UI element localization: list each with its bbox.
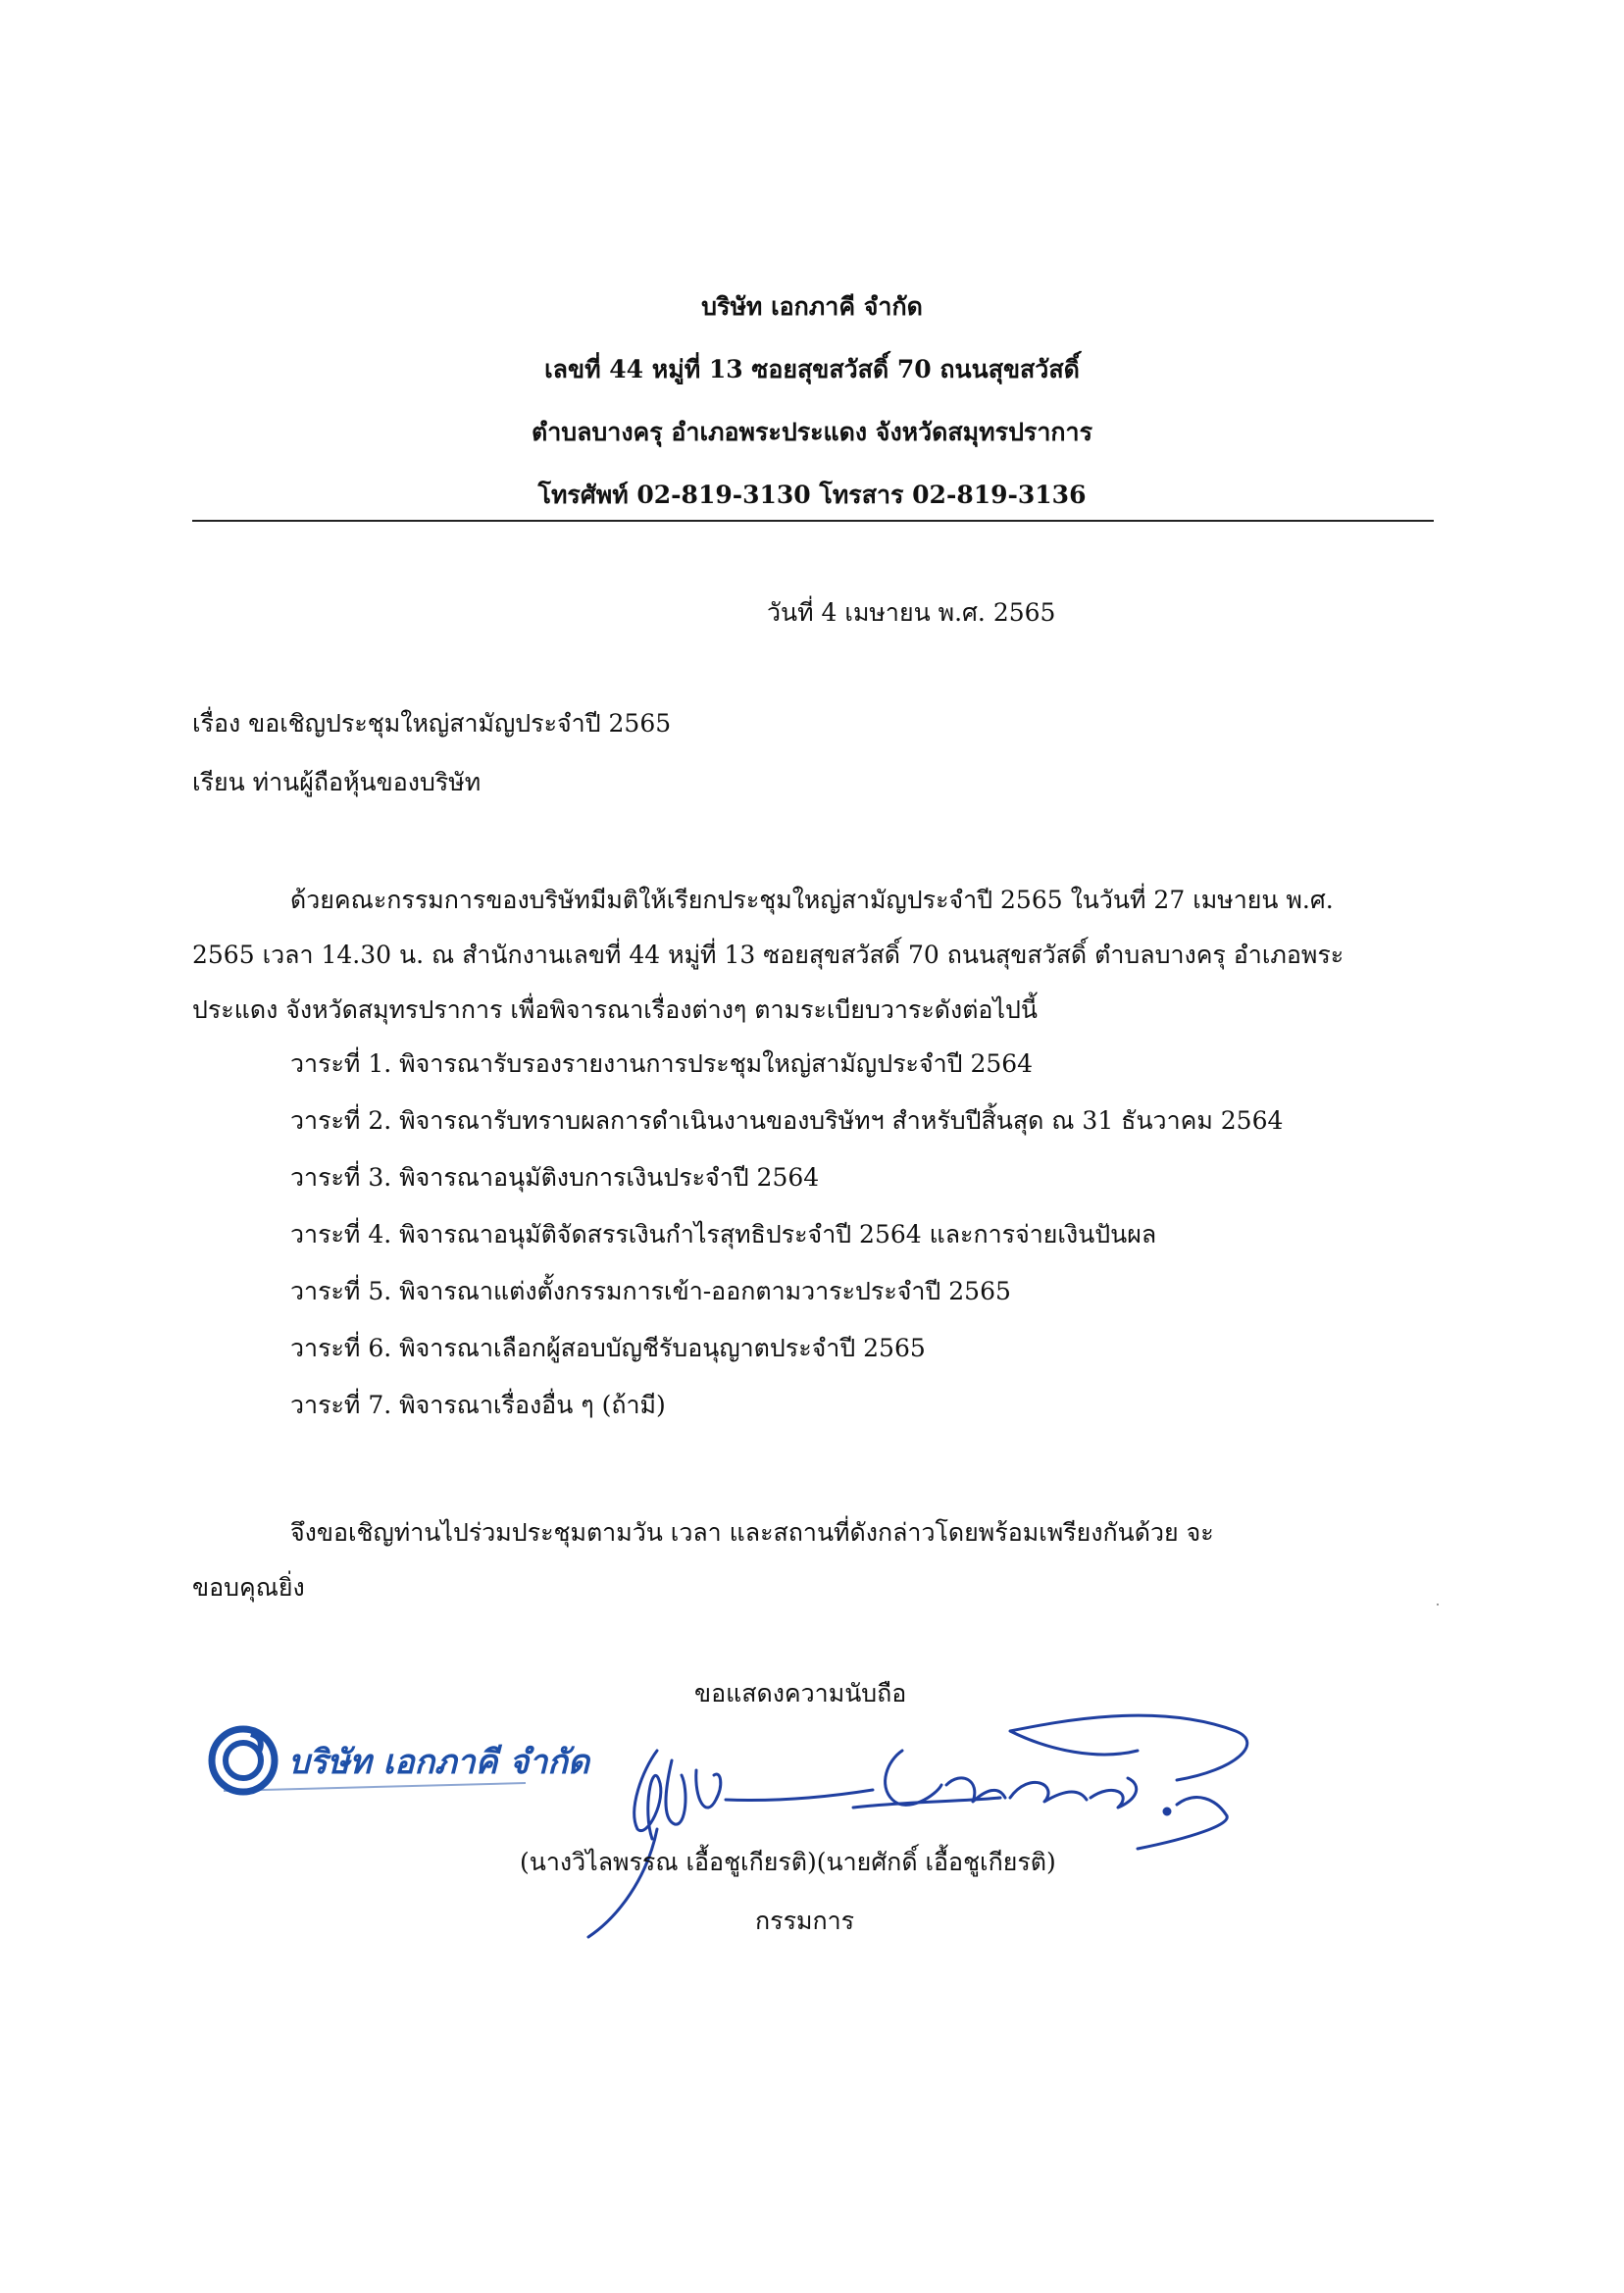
company-address-line-1: เลขที่ 44 หมู่ที่ 13 ซอยสุขสวัสดิ์ 70 ถนนสุขสวัสดิ์	[544, 355, 1080, 383]
letterhead-divider	[192, 520, 1434, 522]
svg-text:บริษัท เอกภาคี จำกัด: บริษัท เอกภาคี จำกัด	[288, 1743, 589, 1782]
signatory-position: กรรมการ	[755, 1907, 855, 1935]
agenda-item: วาระที่ 2. พิจารณารับทราบผลการดำเนินงานของบริษัทฯ สำหรับปีสิ้นสุด ณ 31 ธันวาคม 2564	[290, 1106, 1284, 1135]
body-paragraph	[192, 873, 1434, 1038]
company-name: บริษัท เอกภาคี จำกัด	[701, 292, 923, 321]
company-stamp	[202, 1714, 589, 1803]
agenda-item: วาระที่ 7. พิจารณาเรื่องอื่น ๆ (ถ้ามี)	[290, 1391, 666, 1419]
closing-paragraph	[192, 1505, 1434, 1615]
agenda-item: วาระที่ 6. พิจารณาเลือกผู้สอบบัญชีรับอนุญาตประจำปี 2565	[290, 1334, 926, 1362]
letterhead	[0, 292, 1624, 543]
company-contact: โทรศัพท์ 02-819-3130 โทรสาร 02-819-3136	[537, 481, 1087, 509]
body-line: ประแดง จังหวัดสมุทรปราการ เพื่อพิจารณาเรื่องต่างๆ ตามระเบียบวาระดังต่อไปนี้	[192, 995, 1038, 1024]
body-line: ด้วยคณะกรรมการของบริษัทมีมติให้เรียกประชุมใหญ่สามัญประจำปี 2565 ในวันที่ 27 เมษายน พ.ศ.	[290, 886, 1334, 914]
agenda-item: วาระที่ 5. พิจารณาแต่งตั้งกรรมการเข้า-ออกตามวาระประจำปี 2565	[290, 1277, 1011, 1305]
agenda-item: วาระที่ 1. พิจารณารับรองรายงานการประชุมใหญ่สามัญประจำปี 2564	[290, 1049, 1034, 1078]
agenda-item: วาระที่ 4. พิจารณาอนุมัติจัดสรรเงินกำไรสุทธิประจำปี 2564 และการจ่ายเงินปันผล	[290, 1220, 1157, 1248]
closing-line: ขอบคุณยิ่ง	[192, 1573, 305, 1602]
regards-text: ขอแสดงความนับถือ	[694, 1679, 907, 1707]
company-address-line-2: ตำบลบางครุ อำเภอพระประแดง จังหวัดสมุทรปราการ	[531, 418, 1093, 446]
body-line: 2565 เวลา 14.30 น. ณ สำนักงานเลขที่ 44 หมู่ที่ 13 ซอยสุขสวัสดิ์ 70 ถนนสุขสวัสดิ์ ตำบลบางครุ อำเภอพระ	[192, 941, 1345, 969]
letter-date: วันที่ 4 เมษายน พ.ศ. 2565	[767, 598, 1056, 627]
handwritten-signatures	[549, 1692, 1294, 1947]
letter-subject: เรื่อง ขอเชิญประชุมใหญ่สามัญประจำปี 2565	[192, 709, 672, 738]
letter-greeting: เรียน ท่านผู้ถือหุ้นของบริษัท	[192, 768, 482, 796]
signatory-names: (นางวิไลพรรณ เอื้อชูเกียรติ)(นายศักดิ์ เอื้อชูเกียรติ)	[520, 1848, 1056, 1876]
agenda-item: วาระที่ 3. พิจารณาอนุมัติงบการเงินประจำปี 2564	[290, 1163, 820, 1192]
agenda-list	[290, 1049, 1283, 1448]
scan-speck	[1437, 1604, 1439, 1605]
closing-line: จึงขอเชิญท่านไปร่วมประชุมตามวัน เวลา และสถานที่ดังกล่าวโดยพร้อมเพรียงกันด้วย จะ	[290, 1518, 1214, 1547]
